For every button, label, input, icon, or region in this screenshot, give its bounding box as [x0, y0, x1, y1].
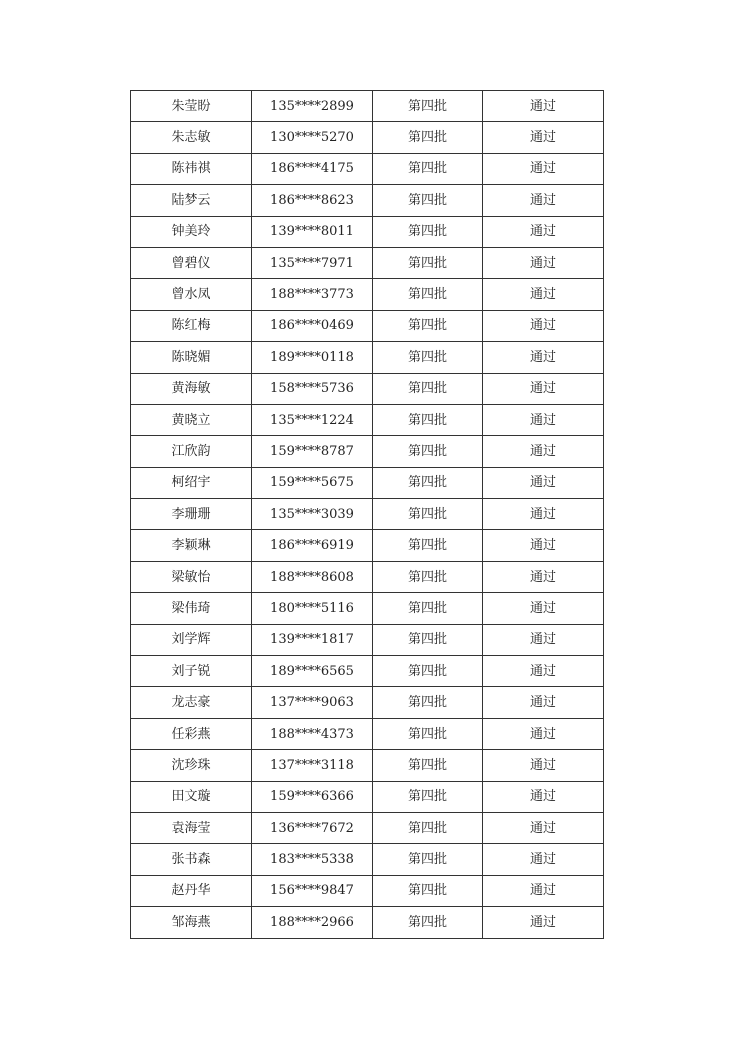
result-cell: 通过: [483, 122, 604, 153]
name-cell: 陈祎祺: [131, 153, 252, 184]
phone-cell: 186****0469: [252, 310, 373, 341]
batch-cell: 第四批: [373, 718, 483, 749]
result-cell: 通过: [483, 373, 604, 404]
table-row: [131, 561, 604, 592]
table-row: [131, 310, 604, 341]
batch-cell: 第四批: [373, 153, 483, 184]
batch-cell: 第四批: [373, 185, 483, 216]
name-cell: 陈晓媚: [131, 342, 252, 373]
result-cell: 通过: [483, 750, 604, 781]
result-cell: 通过: [483, 404, 604, 435]
result-cell: 通过: [483, 153, 604, 184]
name-cell: 刘学辉: [131, 624, 252, 655]
phone-cell: 139****8011: [252, 216, 373, 247]
phone-cell: 139****1817: [252, 624, 373, 655]
phone-cell: 130****5270: [252, 122, 373, 153]
name-cell: 黄海敏: [131, 373, 252, 404]
result-cell: 通过: [483, 593, 604, 624]
phone-cell: 137****3118: [252, 750, 373, 781]
result-cell: 通过: [483, 530, 604, 561]
name-cell: 钟美玲: [131, 216, 252, 247]
table-row: [131, 467, 604, 498]
result-cell: 通过: [483, 561, 604, 592]
batch-cell: 第四批: [373, 499, 483, 530]
phone-cell: 188****4373: [252, 718, 373, 749]
name-cell: 袁海莹: [131, 812, 252, 843]
name-cell: 邹海燕: [131, 907, 252, 938]
result-cell: 通过: [483, 656, 604, 687]
table-row: [131, 247, 604, 278]
phone-cell: 186****4175: [252, 153, 373, 184]
table-row: [131, 781, 604, 812]
batch-cell: 第四批: [373, 247, 483, 278]
phone-cell: 135****2899: [252, 91, 373, 122]
name-cell: 朱莹盼: [131, 91, 252, 122]
table-row: [131, 687, 604, 718]
result-cell: 通过: [483, 342, 604, 373]
result-cell: 通过: [483, 216, 604, 247]
roster-table-body: [131, 91, 604, 939]
table-row: [131, 216, 604, 247]
result-cell: 通过: [483, 687, 604, 718]
result-cell: 通过: [483, 467, 604, 498]
table-row: [131, 875, 604, 906]
table-row: [131, 593, 604, 624]
batch-cell: 第四批: [373, 875, 483, 906]
phone-cell: 159****6366: [252, 781, 373, 812]
result-cell: 通过: [483, 844, 604, 875]
phone-cell: 189****0118: [252, 342, 373, 373]
result-cell: 通过: [483, 185, 604, 216]
name-cell: 梁敏怡: [131, 561, 252, 592]
result-cell: 通过: [483, 907, 604, 938]
table-row: [131, 373, 604, 404]
name-cell: 曾水凤: [131, 279, 252, 310]
result-cell: 通过: [483, 91, 604, 122]
name-cell: 梁伟琦: [131, 593, 252, 624]
table-row: [131, 624, 604, 655]
phone-cell: 186****8623: [252, 185, 373, 216]
batch-cell: 第四批: [373, 342, 483, 373]
result-cell: 通过: [483, 781, 604, 812]
table-row: [131, 530, 604, 561]
table-row: [131, 279, 604, 310]
table-row: [131, 844, 604, 875]
result-cell: 通过: [483, 279, 604, 310]
name-cell: 龙志豪: [131, 687, 252, 718]
table-row: [131, 185, 604, 216]
batch-cell: 第四批: [373, 624, 483, 655]
result-cell: 通过: [483, 875, 604, 906]
batch-cell: 第四批: [373, 279, 483, 310]
batch-cell: 第四批: [373, 593, 483, 624]
table-row: [131, 750, 604, 781]
batch-cell: 第四批: [373, 687, 483, 718]
phone-cell: 188****3773: [252, 279, 373, 310]
result-cell: 通过: [483, 436, 604, 467]
batch-cell: 第四批: [373, 216, 483, 247]
phone-cell: 188****8608: [252, 561, 373, 592]
name-cell: 沈珍珠: [131, 750, 252, 781]
name-cell: 张书森: [131, 844, 252, 875]
phone-cell: 186****6919: [252, 530, 373, 561]
name-cell: 柯绍宇: [131, 467, 252, 498]
table-row: [131, 153, 604, 184]
name-cell: 陆梦云: [131, 185, 252, 216]
batch-cell: 第四批: [373, 781, 483, 812]
table-row: [131, 812, 604, 843]
name-cell: 曾碧仪: [131, 247, 252, 278]
name-cell: 江欣韵: [131, 436, 252, 467]
result-cell: 通过: [483, 499, 604, 530]
table-row: [131, 499, 604, 530]
phone-cell: 158****5736: [252, 373, 373, 404]
batch-cell: 第四批: [373, 561, 483, 592]
result-cell: 通过: [483, 718, 604, 749]
table-row: [131, 91, 604, 122]
batch-cell: 第四批: [373, 750, 483, 781]
result-cell: 通过: [483, 812, 604, 843]
batch-cell: 第四批: [373, 844, 483, 875]
batch-cell: 第四批: [373, 404, 483, 435]
table-row: [131, 907, 604, 938]
name-cell: 朱志敏: [131, 122, 252, 153]
phone-cell: 183****5338: [252, 844, 373, 875]
table-row: [131, 718, 604, 749]
batch-cell: 第四批: [373, 530, 483, 561]
batch-cell: 第四批: [373, 436, 483, 467]
roster-table: [130, 90, 604, 939]
name-cell: 田文璇: [131, 781, 252, 812]
batch-cell: 第四批: [373, 310, 483, 341]
phone-cell: 159****5675: [252, 467, 373, 498]
name-cell: 任彩燕: [131, 718, 252, 749]
phone-cell: 137****9063: [252, 687, 373, 718]
phone-cell: 135****3039: [252, 499, 373, 530]
result-cell: 通过: [483, 247, 604, 278]
phone-cell: 136****7672: [252, 812, 373, 843]
phone-cell: 189****6565: [252, 656, 373, 687]
name-cell: 刘子锐: [131, 656, 252, 687]
result-cell: 通过: [483, 624, 604, 655]
batch-cell: 第四批: [373, 656, 483, 687]
batch-cell: 第四批: [373, 91, 483, 122]
table-row: [131, 404, 604, 435]
table-row: [131, 342, 604, 373]
batch-cell: 第四批: [373, 812, 483, 843]
name-cell: 陈红梅: [131, 310, 252, 341]
name-cell: 李珊珊: [131, 499, 252, 530]
phone-cell: 188****2966: [252, 907, 373, 938]
phone-cell: 156****9847: [252, 875, 373, 906]
phone-cell: 180****5116: [252, 593, 373, 624]
batch-cell: 第四批: [373, 907, 483, 938]
phone-cell: 159****8787: [252, 436, 373, 467]
name-cell: 赵丹华: [131, 875, 252, 906]
batch-cell: 第四批: [373, 122, 483, 153]
name-cell: 李颖琳: [131, 530, 252, 561]
phone-cell: 135****7971: [252, 247, 373, 278]
name-cell: 黄晓立: [131, 404, 252, 435]
batch-cell: 第四批: [373, 373, 483, 404]
batch-cell: 第四批: [373, 467, 483, 498]
table-row: [131, 656, 604, 687]
result-cell: 通过: [483, 310, 604, 341]
table-row: [131, 122, 604, 153]
table-row: [131, 436, 604, 467]
phone-cell: 135****1224: [252, 404, 373, 435]
